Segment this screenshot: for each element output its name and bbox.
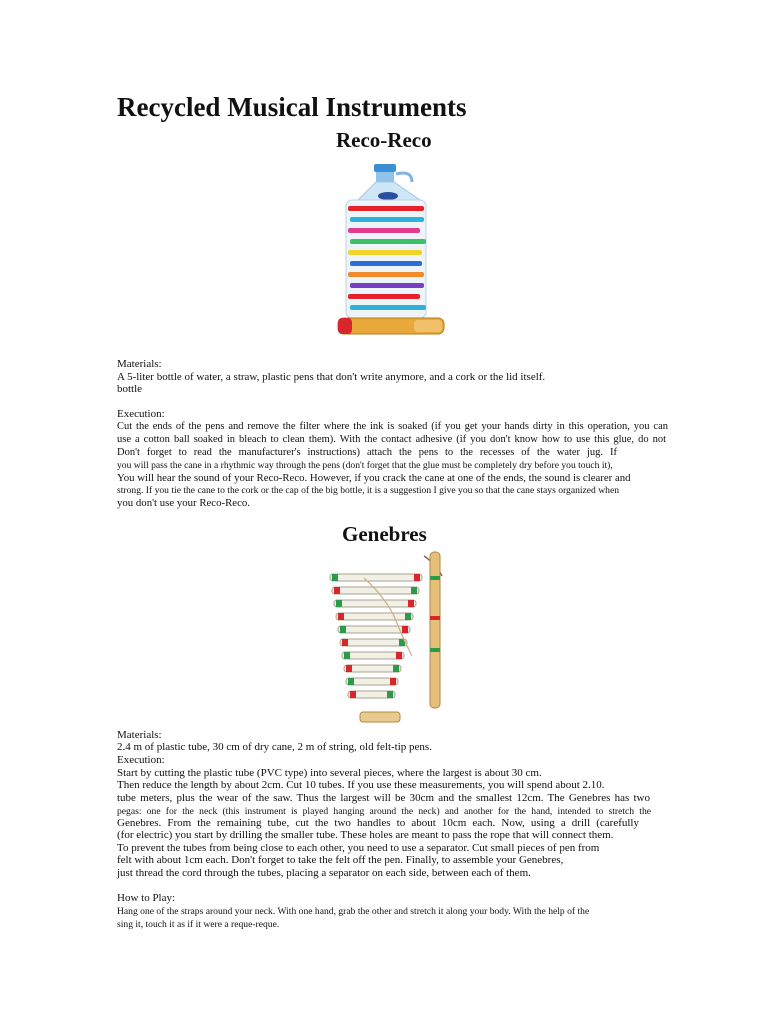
pvc-tube — [348, 691, 395, 698]
reco-execution-line-3: Don't forget to read the manufacturer's instructions) attach the pens to the recesses of the water jug. If — [117, 447, 617, 458]
pvc-tube — [344, 665, 401, 672]
pvc-tube — [340, 639, 407, 646]
pen-stripe — [348, 250, 422, 255]
pen-stripe — [350, 261, 422, 266]
pen-stripe — [348, 228, 420, 233]
gen-howto-line-2: sing it, touch it as if it were a reque-reque. — [117, 919, 280, 930]
page-title: Recycled Musical Instruments — [117, 92, 467, 122]
gen-execution-line-1: Start by cutting the plastic tube (PVC type) into several pieces, where the largest is about 30 cm. — [117, 767, 542, 779]
pvc-tube — [330, 574, 422, 581]
gen-execution-line-6: (for electric) you start by drilling the smaller tube. These holes are meant to pass the rope that will connect them. — [117, 829, 614, 841]
reco-execution-label: Execution: — [117, 408, 165, 420]
gen-execution-line-7: To prevent the tubes from being close to each other, you need to use a separator. Cut small pieces of pen from — [117, 842, 600, 854]
pvc-tube — [346, 678, 398, 685]
gen-howto-line-1: Hang one of the straps around your neck. With one hand, grab the other and stretch it along your body. With the help of the — [117, 906, 590, 917]
pen-stripe — [350, 239, 426, 244]
pen-stripe — [348, 206, 424, 211]
pen-stripe — [348, 272, 424, 277]
pen-stripe — [348, 294, 420, 299]
reco-execution-line-5: You will hear the sound of your Reco-Reco. However, if you crack the cane at one of the ends, the sound is clearer and — [117, 472, 631, 484]
gen-execution-line-2: Then reduce the length by about 2cm. Cut 10 tubes. If you use these measurements, you will spend about 2.10. — [117, 779, 605, 791]
gen-execution-line-9: just thread the cord through the tubes, placing a separator on each side, between each of them. — [117, 867, 531, 879]
reco-materials-line-1: A 5-liter bottle of water, a straw, plastic pens that don't write anymore, and a cork or the lid itself. — [117, 371, 546, 383]
reco-materials-line-2: bottle — [117, 383, 143, 395]
pen-stripe — [350, 217, 424, 222]
reco-execution-line-1: Cut the ends of the pens and remove the filter where the ink is soaked (if you get your hands dirty in this operation, you can — [117, 421, 668, 432]
reco-reco-heading: Reco-Reco — [336, 128, 432, 152]
gen-execution-label: Execution: — [117, 754, 165, 766]
gen-materials-line-1: 2.4 m of plastic tube, 30 cm of dry cane, 2 m of string, old felt-tip pens. — [117, 741, 432, 753]
gen-materials-label: Materials: — [117, 729, 162, 741]
reco-execution-line-2: use a cotton ball soaked in bleach to clean them). With the contact adhesive (if you don't know how to use this glue, do not — [117, 434, 666, 445]
reco-reco-image — [330, 160, 450, 346]
pvc-tube — [342, 652, 404, 659]
genebres-image — [324, 546, 454, 730]
pen-stripe — [350, 305, 426, 310]
reco-execution-line-6: strong. If you tie the cane to the cork or the cap of the big bottle, it is a suggestion I give you so that the cane stays organized when — [117, 485, 620, 496]
gen-execution-line-3: tube meters, plus the wear of the saw. Thus the largest will be 30cm and the smallest 12cm. The Genebres has two — [117, 792, 650, 804]
pen-stripe — [350, 283, 424, 288]
gen-execution-line-4: pegas: one for the neck (this instrument is played hanging around the neck) and another for the hand, intended to stretch the — [117, 806, 651, 817]
reco-execution-line-4: you will pass the cane in a rhythmic way through the pens (don't forget that the glue must be completely dry before you touch it), — [117, 460, 613, 471]
pvc-tube — [334, 600, 416, 607]
gen-howto-label: How to Play: — [117, 892, 176, 904]
gen-execution-line-8: felt with about 1cm each. Don't forget to take the felt off the pen. Finally, to assemble your Genebres, — [117, 854, 564, 866]
gen-execution-line-5: Genebres. From the remaining tube, cut the two handles to about 10cm each. Now, using a drill (carefully — [117, 817, 639, 829]
pvc-tube — [336, 613, 413, 620]
reco-execution-line-7: you don't use your Reco-Reco. — [117, 497, 250, 509]
reco-materials-label: Materials: — [117, 358, 162, 370]
pvc-tube — [332, 587, 419, 594]
genebres-heading: Genebres — [342, 522, 427, 546]
